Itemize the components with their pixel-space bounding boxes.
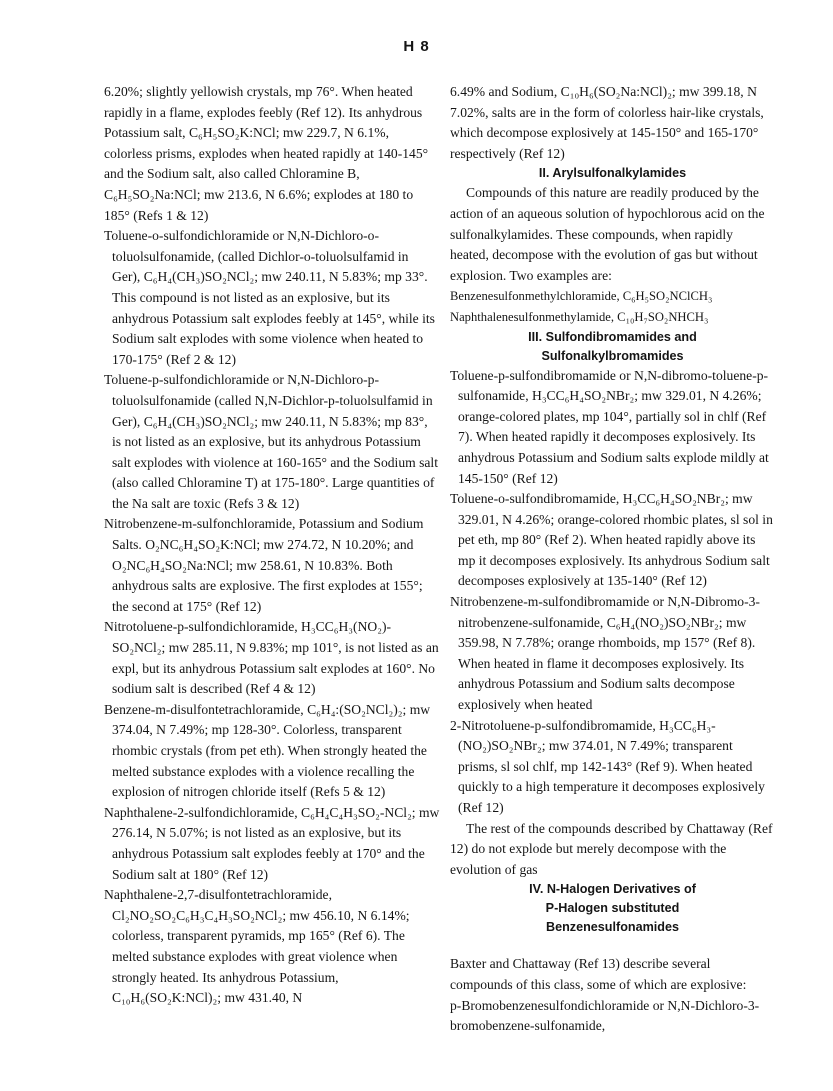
- right-column: [450, 82, 775, 1037]
- entry-toluene-p-sulfondibromamide: Toluene-p-sulfondibromamide or N,N-dibromo-toluene-p-sulfonamide, H₃CC₆H₄SO₂NBr₂; mw 329.01, N 4.26%; orange-colored plates, mp 104°, partially sol in chlf (Ref 7). When heated rapidly it decomposes explosively. Its anhydrous Potassium and Sodium salts explode mildly at 145-150° (Ref 12): [450, 367, 769, 486]
- entry-toluene-o-sulfondibromamide: Toluene-o-sulfondibromamide, H₃CC₆H₄SO₂NBr₂; mw 329.01, N 4.26%; orange-colored rhombic plates, sl sol in pet eth, mp 80° (Ref 2). When heated rapidly above its mp it decomposes explosively. Its anhydrous Sodium salt decomposes explosively at 135-140° (Ref 12): [450, 491, 773, 589]
- section-heading-line: III. Sulfondibromamides and: [528, 329, 697, 344]
- section-heading-line: Sulfonalkylbromamides: [541, 348, 684, 363]
- section-heading-iii: [450, 328, 775, 366]
- entry-p-bromobenzenesulfondichloramide: p-Bromobenzenesulfondichloramide or N,N-Dichloro-3-bromobenzene-sulfonamide,: [450, 997, 760, 1034]
- paragraph: 6.20%; slightly yellowish crystals, mp 76°. When heated rapidly in a flame, explodes feebly (Ref 12). Its anhydrous Potassium salt, C₆H₅SO₂K:NCl; mw 229.7, N 6.1%, colorless prisms, explodes when heated rapidly at 140-145° and the Sodium salt, also called Chloramine B, C₆H₅SO₂Na:NCl; mw 213.6, N 6.6%; explodes at 180 to 185° (Refs 1 & 12): [104, 84, 429, 223]
- entry-nitrotoluene-p-sulfondichloramide: Nitrotoluene-p-sulfondichloramide, H₃CC₆H₃(NO₂)-SO₂NCl₂; mw 285.11, N 9.83%; mp 101°, is not listed as an expl, but its anhydrous Potassium salt explodes at 160°. No sodium salt is described (Ref 4 & 12): [104, 619, 439, 697]
- entry-nitrobenzene-m-sulfondibromamide: Nitrobenzene-m-sulfondibromamide or N,N-Dibromo-3-nitrobenzene-sulfonamide, C₆H₄(NO₂)SO₂NBr₂; mw 359.98, N 7.78%; orange rhomboids, mp 157° (Ref 8). When heated in flame it decomposes explosively. Its anhydrous Potassium and Sodium salts decompose explosively when heated: [450, 594, 760, 713]
- entry-nitrobenzene-m-sulfonchloramide: Nitrobenzene-m-sulfonchloramide, Potassium and Sodium Salts. O₂NC₆H₄SO₂K:NCl; mw 274.72, N 10.20%; and O₂NC₆H₄SO₂Na:NCl; mw 258.61, N 10.83%. Both anhydrous salts are explosive. The first explodes at 155°; the second at 175° (Ref 12): [104, 516, 424, 614]
- section-heading-iv: [450, 880, 775, 937]
- entry-naphthalene-2-7-disulfontetrachloramide: Naphthalene-2,7-disulfontetrachloramide, Cl₂NO₂SO₂C₆H₃C₄H₃SO₂NCl₂; mw 456.10, N 6.14%; colorless, transparent pyramids, mp 165° (Ref 6). The melted substance explodes with great violence when strongly heated. Its anhydrous Potassium, C₁₀H₆(SO₂K:NCl)₂; mw 431.40, N: [104, 887, 410, 1006]
- paragraph: 6.49% and Sodium, C₁₀H₆(SO₂Na:NCl)₂; mw 399.18, N 7.02%, salts are in the form of colorless hair-like crystals, which decompose explosively at 145-150° and 165-170° respectively (Ref 12): [450, 84, 764, 161]
- entry-toluene-p-sulfondichloramide: Toluene-p-sulfondichloramide or N,N-Dichloro-p-toluolsulfonamide (called N,N-Dichlor-p-toluolsulfamid in Ger), C₆H₄(CH₃)SO₂NCl₂; mw 240.11, N 5.83%; mp 83°, is not listed as an explosive, but its anhydrous Potassium salt explodes with violence at 160-165° and the Sodium salt (also called Chloramine T) at 175-180°. Large quantities of the Na salt are toxic (Refs 3 & 12): [104, 372, 438, 511]
- page-header: H 8: [403, 38, 430, 55]
- section-heading-line: P-Halogen substituted: [545, 901, 680, 916]
- entry-naphthalene-2-sulfondichloramide: Naphthalene-2-sulfondichloramide, C₆H₄C₄H₃SO₂-NCl₂; mw 276.14, N 5.07%; is not listed as an explosive, but its anhydrous Potassium salt explodes feebly at 170° and the Sodium salt at 180° (Ref 12): [104, 804, 440, 882]
- example-naphthalenesulfonmethylamide: Naphthalenesulfonmethylamide, C₁₀H₇SO₂NHCH₃: [450, 309, 709, 324]
- section-heading-line: IV. N-Halogen Derivatives of: [529, 882, 696, 897]
- section-heading-ii: II. Arylsulfonalkylamides: [538, 166, 687, 181]
- entry-benzene-m-disulfontetrachloramide: Benzene-m-disulfontetrachloramide, C₆H₄:(SO₂NCl₂)₂; mw 374.04, N 7.49%; mp 128-30°. Colorless, transparent rhombic crystals (from pet eth). When strongly heated the melted substance explodes with a violence recalling the explosion of nitrogen chloride itself (Refs 5 & 12): [104, 701, 431, 800]
- paragraph: Compounds of this nature are readily produced by the action of an aqueous solution of hypochlorous acid on the sulfonalkylamides. These compounds, when rapidly heated, decompose with the evolution of gas but without explosion. Two examples are:: [450, 185, 765, 283]
- paragraph: The rest of the compounds described by Chattaway (Ref 12) do not explode but merely decompose with the evolution of gas: [450, 820, 773, 877]
- spacer: [450, 937, 775, 954]
- left-column: [104, 82, 440, 1009]
- section-heading-line: Benzenesulfonamides: [546, 920, 679, 935]
- example-benzenesulfonmethylchloramide: Benzenesulfonmethylchloramide, C₆H₅SO₂NClCH₃: [450, 289, 713, 304]
- entry-toluene-o-sulfondichloramide: Toluene-o-sulfondichloramide or N,N-Dichloro-o-toluolsulfonamide, (called Dichlor-o-toluolsulfamid in Ger), C₆H₄(CH₃)SO₂NCl₂; mw 240.11, N 5.83%; mp 33°. This compound is not listed as an explosive, but its anhydrous Potassium salt explodes feebly at 145°, while its Sodium salt explodes with some violence when heated to 170-175° (Ref 2 & 12): [104, 228, 435, 367]
- entry-2-nitrotoluene-p-sulfondibromamide: 2-Nitrotoluene-p-sulfondibromamide, H₃CC₆H₃-(NO₂)SO₂NBr₂; mw 374.01, N 7.49%; transparent prisms, sl sol chlf, mp 142-143° (Ref 9). When heated quickly to a high temperature it decomposes explosively (Ref 12): [450, 717, 765, 815]
- paragraph: Baxter and Chattaway (Ref 13) describe several compounds of this class, some of which are explosive:: [450, 956, 747, 992]
